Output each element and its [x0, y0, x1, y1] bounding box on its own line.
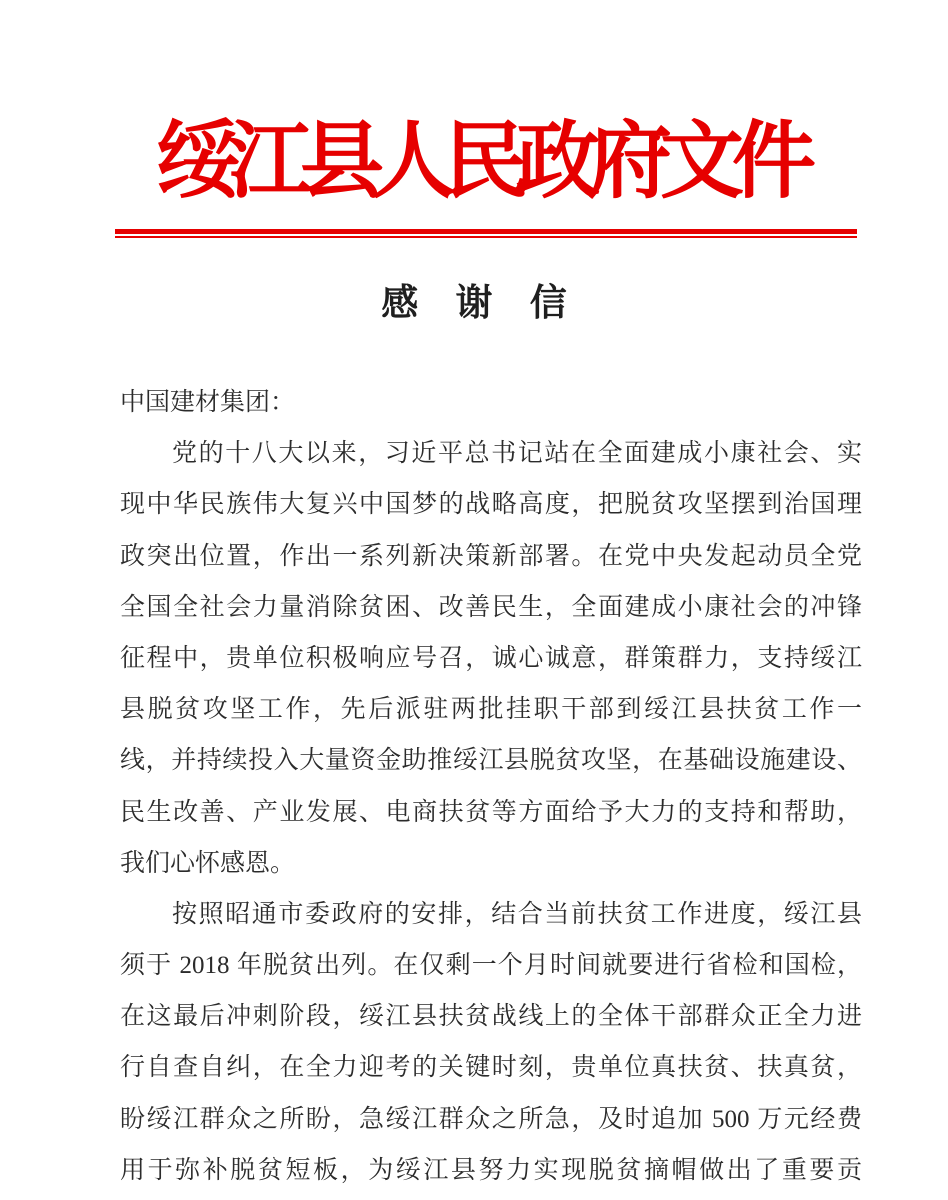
body-line: 党的十八大以来，习近平总书记站在全面建成小康社会、实 [172, 440, 862, 468]
body-line: 县脱贫攻坚工作，先后派驻两批挂职干部到绥江县扶贫工作一 [120, 696, 862, 724]
letter-body [120, 377, 862, 1196]
body-line: 全国全社会力量消除贫困、改善民生，全面建成小康社会的冲锋 [120, 593, 862, 621]
body-line: 按照昭通市委政府的安排，结合当前扶贫工作进度，绥江县 [172, 900, 862, 928]
letter-title: 感 谢 信 [381, 283, 581, 324]
body-line: 政突出位置，作出一系列新决策新部署。在党中央发起动员全党 [120, 542, 862, 570]
body-line: 民生改善、产业发展、电商扶贫等方面给予大力的支持和帮助， [120, 798, 862, 826]
body-line: 我们心怀感恩。 [120, 849, 296, 877]
body-line: 行自查自纠，在全力迎考的关键时刻，贵单位真扶贫、扶真贫， [120, 1054, 862, 1082]
body-line: 盼绥江群众之所盼，急绥江群众之所急，及时追加 500 万元经费 [120, 1105, 862, 1133]
body-line: 中国建材集团： [120, 389, 296, 416]
body-line: 须于 2018 年脱贫出列。在仅剩一个月时间就要进行省检和国检， [120, 952, 862, 980]
red-divider-line [115, 229, 857, 238]
document-header-title: 绥江县人民政府文件 [155, 116, 804, 209]
body-line: 用于弥补脱贫短板，为绥江县努力实现脱贫摘帽做出了重要贡 [120, 1156, 862, 1184]
body-line: 现中华民族伟大复兴中国梦的战略高度，把脱贫攻坚摆到治国理 [120, 491, 862, 519]
body-line: 征程中，贵单位积极响应号召，诚心诚意，群策群力，支持绥江 [120, 644, 862, 672]
body-line: 线，并持续投入大量资金助推绥江县脱贫攻坚，在基础设施建设、 [120, 747, 862, 775]
body-line: 在这最后冲刺阶段，绥江县扶贫战线上的全体干部群众正全力进 [120, 1003, 862, 1031]
